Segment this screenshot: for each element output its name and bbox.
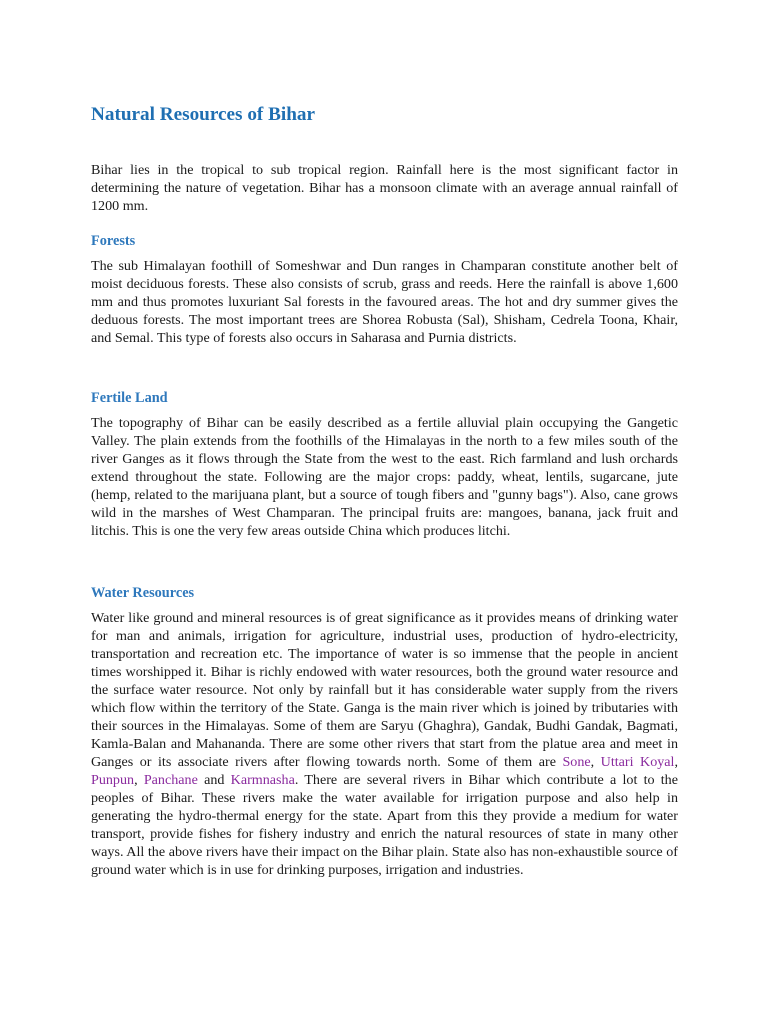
river-link-sone[interactable]: Sone (562, 754, 591, 770)
water-resources-paragraph (91, 609, 678, 879)
separator: and (197, 772, 231, 788)
forests-paragraph: The sub Himalayan foothill of Someshwar and Dun ranges in Champaran constitute another belt of moist deciduous forests. These also consists of scrub, grass and reeds. Here the rainfall is above 1,600 mm and thus promotes luxuriant Sal forests in the favoured areas. The hot and dry summer gives the deduous forests. The most important trees are Shorea Robusta (Sal), Shisham, Cedrela Toona, Khair, and Semal. This type of forests also occurs in Saharasa and Purnia districts. (91, 258, 678, 346)
forests-heading: Forests (91, 233, 136, 249)
water-text-before: Water like ground and mineral resources is of great significance as it provides means of drinking water for man and animals, irrigation for agriculture, industrial uses, production of hydro-electricity, transportation and recreation etc. The importance of water is so immense that the people in ancient times worshipped it. Bihar is richly endowed with water resources, both the ground water resource and the surface water resource. Not only by rainfall but it has considerable water supply from the rivers which flow within the territory of the State. Ganga is the main river which is joined by tributaries with their sources in the Himalayas. Some of them are Saryu (Ghaghra), Gandak, Budhi Gandak, Bagmati, Kamla-Balan and Mahananda. There are some other rivers that start from the platue area and meet in Ganges or its associate rivers after flowing towards north. Some of them are (91, 610, 678, 770)
river-link-punpun[interactable]: Punpun (91, 772, 135, 788)
river-link-uttari-koyal[interactable]: Uttari Koyal (600, 754, 675, 770)
page-title: Natural Resources of Bihar (91, 104, 316, 125)
separator: , (590, 754, 601, 770)
fertile-land-heading: Fertile Land (91, 390, 168, 406)
water-resources-heading: Water Resources (91, 585, 195, 601)
separator: , (134, 772, 144, 788)
river-link-karmnasha[interactable]: Karmnasha (230, 772, 295, 788)
river-link-panchane[interactable]: Panchane (143, 772, 198, 788)
fertile-land-paragraph: The topography of Bihar can be easily described as a fertile alluvial plain occupying the Gangetic Valley. The plain extends from the foothills of the Himalayas in the north to a few miles south of the river Ganges as it flows through the State from the west to the east. Rich farmland and lush orchards extend throughout the state. Following are the major crops: paddy, wheat, lentils, sugarcane, jute (hemp, related to the marijuana plant, but a source of tough fibers and "gunny bags"). Also, cane grows wild in the marshes of West Champaran. The principal fruits are: mangoes, banana, jack fruit and litchis. This is one the very few areas outside China which produces litchi. (91, 415, 678, 539)
intro-paragraph: Bihar lies in the tropical to sub tropical region. Rainfall here is the most significant factor in determining the nature of vegetation. Bihar has a monsoon climate with an average annual rainfall of 1200 mm. (91, 162, 678, 214)
water-text-after: . There are several rivers in Bihar which contribute a lot to the peoples of Bihar. These rivers make the water available for irrigation purpose and also help in generating the hydro-thermal energy for the state. Apart from this they provide a medium for water transport, provide fishes for fishery industry and enrich the natural resources of state in many other ways. All the above rivers have their impact on the Bihar plain. State also has non-exhaustible source of ground water which is in use for drinking purposes, irrigation and industries. (91, 772, 678, 878)
separator: , (674, 754, 678, 770)
